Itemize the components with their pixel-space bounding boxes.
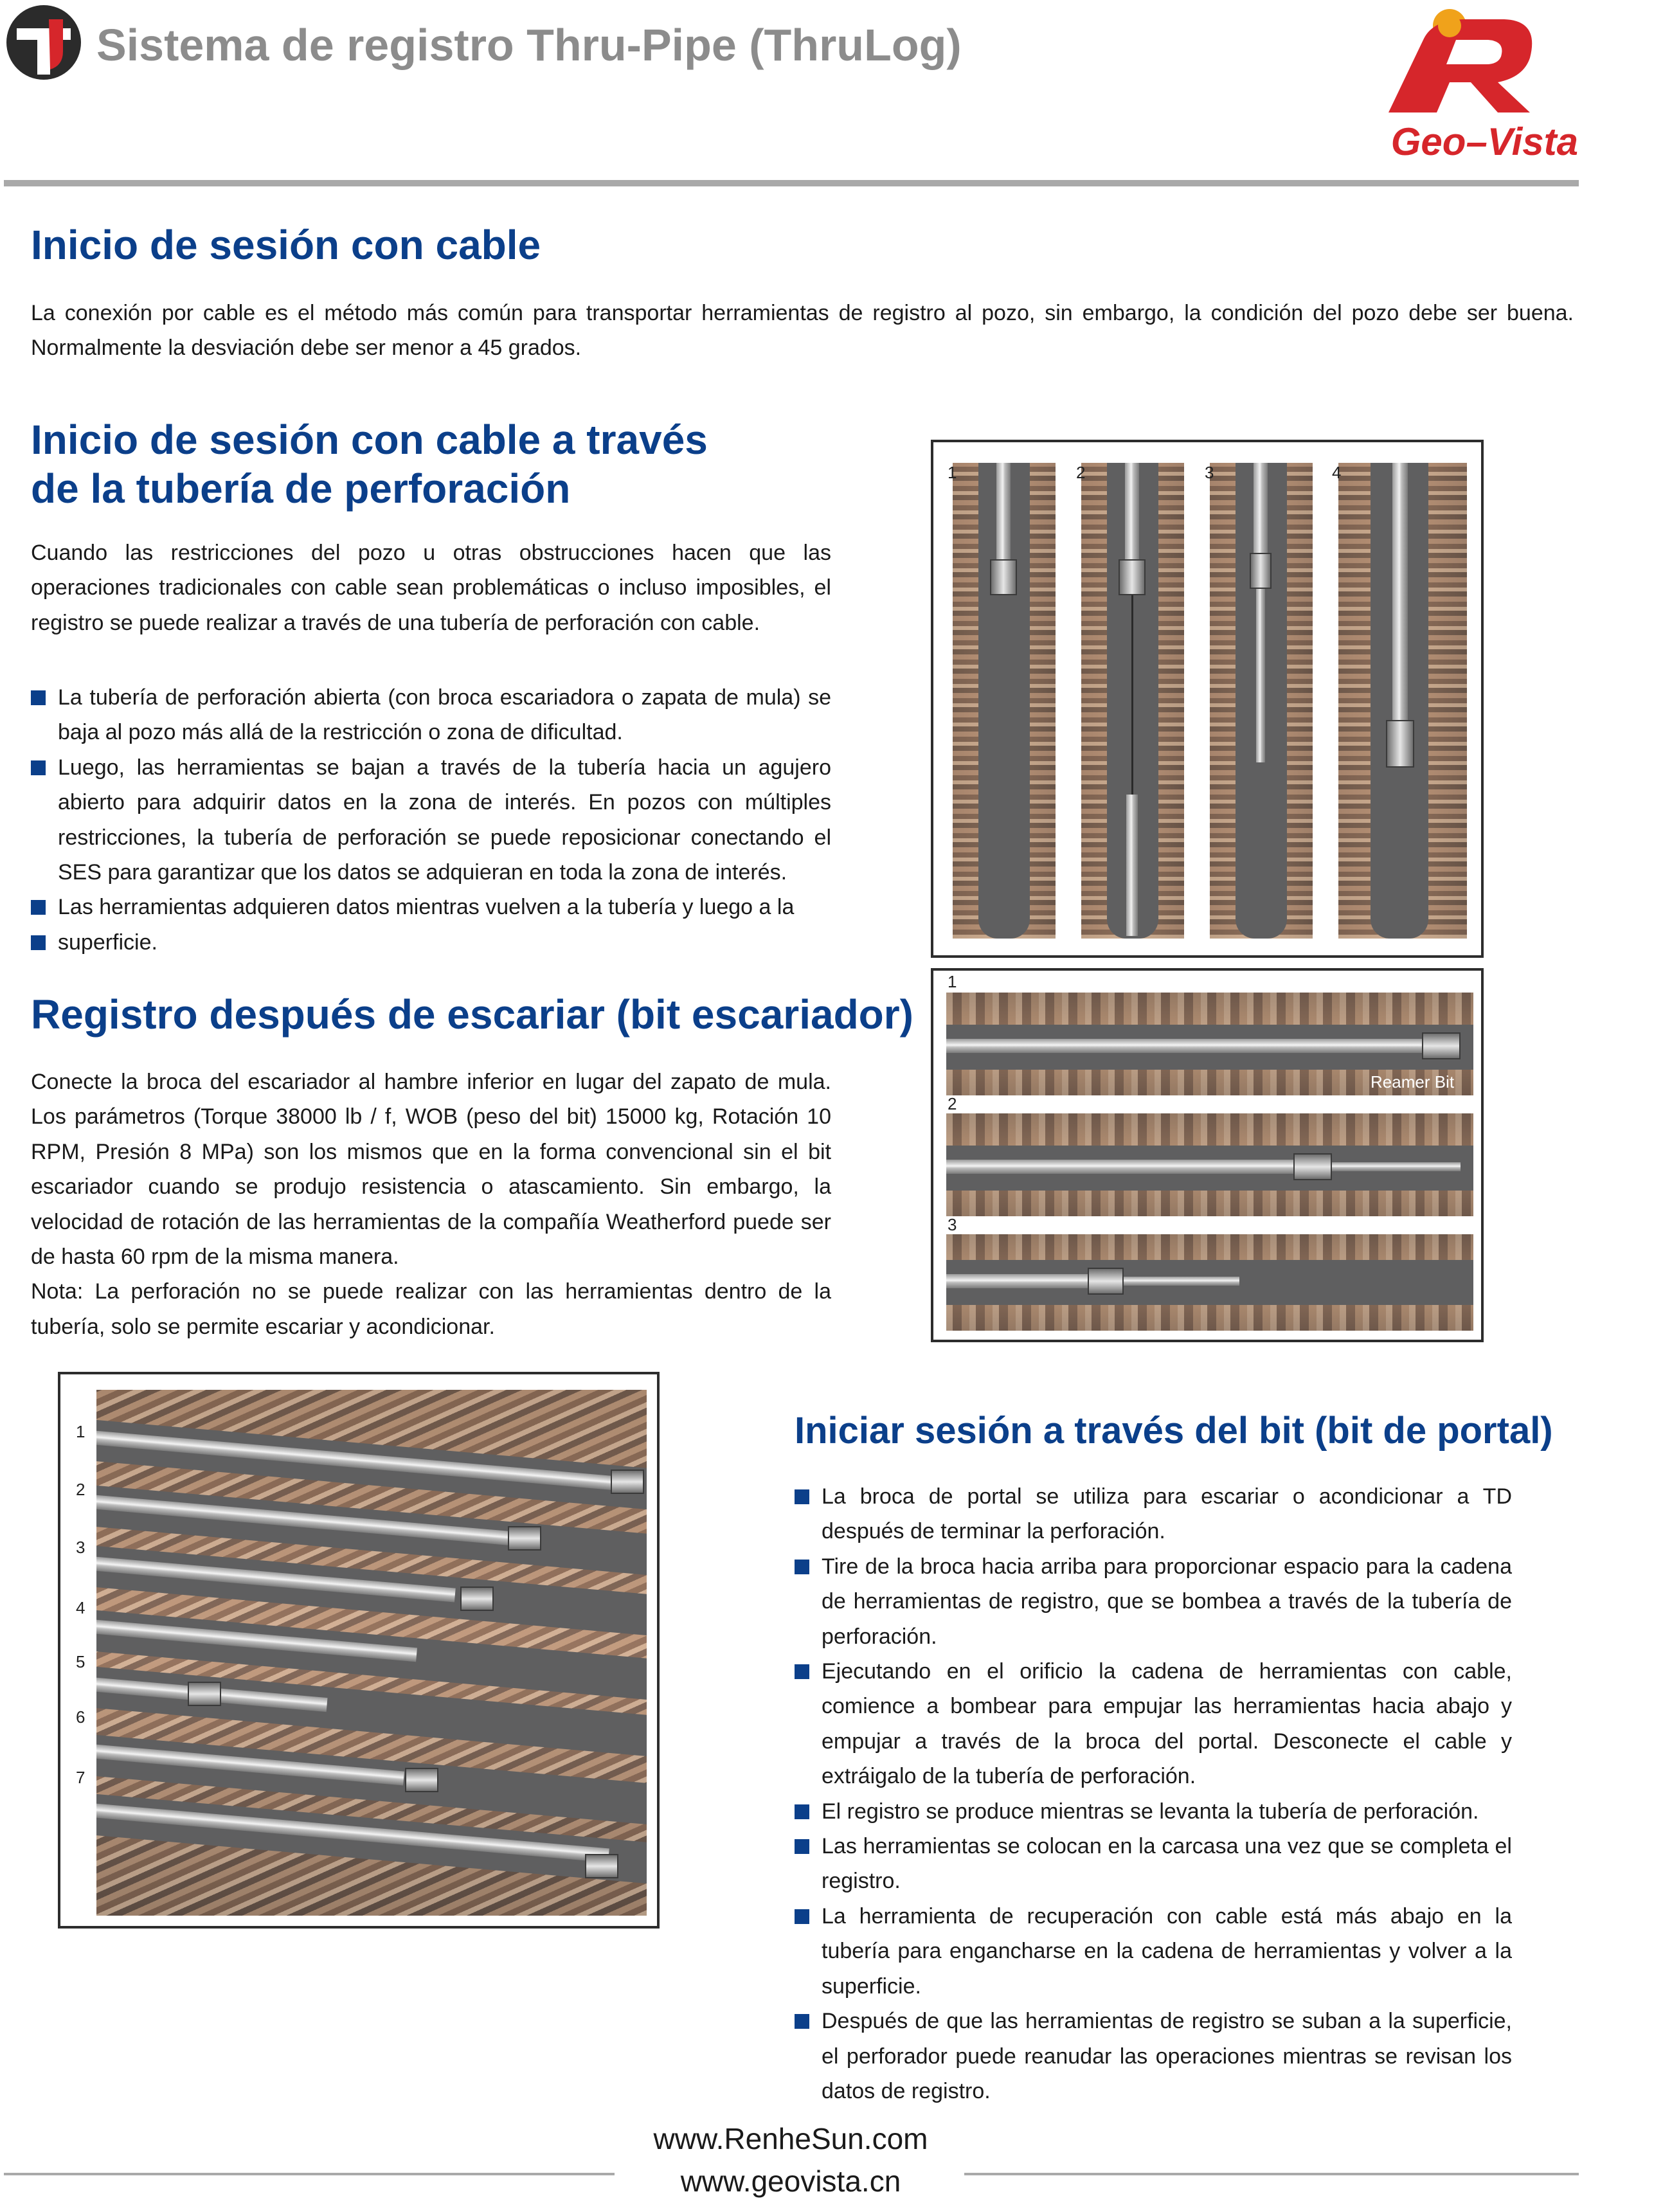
reamer-bit-icon <box>990 559 1017 595</box>
portal-label-6: 6 <box>76 1707 85 1727</box>
portal-bit-icon <box>405 1768 438 1792</box>
section1-text: La conexión por cable es el método más común para transportar herramientas de registro al pozo, sin embargo, la condición del pozo debe ser buena. Normalmente la desviación debe ser menor a 45 grados. <box>31 301 1574 361</box>
portal-label-3: 3 <box>76 1538 85 1557</box>
logging-tool <box>1256 589 1265 762</box>
well-label-2: 2 <box>1076 463 1086 482</box>
drill-pipe <box>946 1160 1306 1174</box>
header-rule <box>4 180 1579 186</box>
list-item: Ejecutando en el orificio la cadena de herramientas con cable, comience a bombear para empujar las herramientas hacia abajo y empujar a través de la broca del portal. Desconecte el cable y extráigalo de la tubería de perforación. <box>795 1654 1512 1794</box>
reamer-bit-icon <box>1293 1153 1332 1180</box>
well-label-3: 3 <box>1205 463 1214 482</box>
portal-bit-rock <box>96 1390 647 1916</box>
reamer-bit-icon <box>1250 553 1272 589</box>
well-panel-2 <box>1081 463 1184 939</box>
bullet-square-icon <box>31 900 46 915</box>
portal-label-7: 7 <box>76 1768 85 1787</box>
footer-link-geovista[interactable]: www.geovista.cn <box>680 2164 901 2198</box>
bullet-square-icon <box>31 935 46 950</box>
portal-label-5: 5 <box>76 1652 85 1671</box>
drill-pipe <box>1392 463 1408 720</box>
list-item: Tire de la broca hacia arriba para proporcionar espacio para la cadena de herramientas de registro, que se bombea a través de la tubería de perforación. <box>795 1549 1512 1654</box>
portal-label-2: 2 <box>76 1480 85 1499</box>
footer-rule-left <box>4 2173 615 2175</box>
document-title: Sistema de registro Thru-Pipe (ThruLog) <box>96 20 962 70</box>
figure-vertical-wells <box>931 440 1484 958</box>
well-panel-3 <box>1210 463 1313 939</box>
reamer-panel-3 <box>946 1234 1473 1331</box>
bullet-square-icon <box>795 2014 809 2029</box>
list-item: Las herramientas adquieren datos mientras vuelven a la tubería y luego a la <box>31 890 831 924</box>
list-item: La tubería de perforación abierta (con broca escariadora o zapata de mula) se baja al pozo más allá de la restricción o zona de dificultad. <box>31 680 831 750</box>
section1-title: Inicio de sesión con cable <box>31 222 541 268</box>
section4-title: Iniciar sesión a través del bit (bit de portal) <box>795 1410 1553 1452</box>
figure-portal-bit <box>58 1372 660 1929</box>
section2-title-line1: Inicio de sesión con cable a través <box>31 417 708 463</box>
well-panel-4 <box>1338 463 1467 939</box>
portal-bit-icon <box>611 1470 644 1494</box>
reamer-bit-icon <box>1422 1032 1461 1059</box>
bullet-square-icon <box>795 1909 809 1924</box>
reamer-bit-icon <box>1088 1268 1124 1295</box>
section2-bullet-list <box>31 680 831 960</box>
bullet-square-icon <box>795 1839 809 1854</box>
section3-paragraph: Conecte la broca del escariador al hambre inferior en lugar del zapato de mula. Los parámetros (Torque 38000 lb / f, WOB (peso del bit) 15000 kg, Rotación 10 RPM, Presión 8 MPa) son los mismos que en la forma convencional sin el bit escariador cuando se produjo resistencia o atascamiento. Sin embargo, la velocidad de rotación de las herramientas de la compañía Weatherford puede ser de hasta 60 rpm de la misma manera. <box>31 1070 831 1270</box>
bullet-square-icon <box>795 1804 809 1819</box>
figure-horizontal-reamer <box>931 968 1484 1342</box>
section2-intro: Cuando las restricciones del pozo u otras obstrucciones hacen que las operaciones tradicionales con cable sean problemáticas o incluso imposibles, el registro se puede realizar a través de una tubería de perforación con cable. <box>31 541 831 635</box>
portal-bit-icon <box>460 1587 494 1611</box>
reamer-bit-callout: Reamer Bit <box>1371 1072 1455 1092</box>
list-item: Luego, las herramientas se bajan a través de la tubería hacia un agujero abierto para adquirir datos en la zona de interés. En pozos con múltiples restricciones, la tubería de perforación se puede reposicionar conectando el SES para garantizar que los datos se adquieran en toda la zona de interés. <box>31 750 831 890</box>
portal-bit-icon <box>508 1526 541 1551</box>
reamer-bit-icon <box>1119 559 1146 595</box>
reamer-panel-1 <box>946 993 1473 1095</box>
footer-rule-right <box>964 2173 1579 2175</box>
bullet-square-icon <box>795 1560 809 1574</box>
bullet-square-icon <box>795 1489 809 1504</box>
bullet-square-icon <box>31 760 46 775</box>
wireline-cable <box>1131 595 1133 795</box>
well-panel-1 <box>953 463 1056 939</box>
well-label-1: 1 <box>948 463 957 482</box>
drill-pipe <box>946 1039 1435 1053</box>
section3-text <box>31 1065 831 1344</box>
section3-title: Registro después de escariar (bit escariador) <box>31 991 913 1038</box>
drill-pipe <box>996 463 1011 559</box>
portal-bit-icon <box>188 1682 221 1706</box>
reamer-label-1: 1 <box>948 972 957 991</box>
company-logo-icon <box>4 3 84 82</box>
portal-label-1: 1 <box>76 1422 85 1441</box>
drill-pipe <box>1125 463 1139 559</box>
logging-tool <box>1332 1162 1461 1171</box>
section2-title <box>31 415 899 513</box>
list-item: El registro se produce mientras se levanta la tubería de perforación. <box>795 1794 1512 1829</box>
reamer-label-2: 2 <box>948 1094 957 1113</box>
reamer-label-3: 3 <box>948 1215 957 1234</box>
reamer-panel-2 <box>946 1113 1473 1216</box>
list-item: superficie. <box>31 925 831 960</box>
left-logo <box>4 3 84 82</box>
section3-note: Nota: La perforación no se puede realizar con las herramientas dentro de la tubería, solo se permite escariar y acondicionar. <box>31 1279 831 1339</box>
geovista-wordmark: Geo–Vista <box>1390 120 1578 163</box>
portal-label-4: 4 <box>76 1598 85 1617</box>
portal-bit-icon <box>585 1854 618 1878</box>
logging-tool <box>1126 795 1138 936</box>
drill-pipe <box>946 1274 1101 1288</box>
footer-link-renhesun[interactable]: www.RenheSun.com <box>653 2122 928 2155</box>
list-item: La herramienta de recuperación con cable está más abajo en la tubería para engancharse en la cadena de herramientas y volver a la superficie. <box>795 1899 1512 2004</box>
bullet-square-icon <box>795 1664 809 1679</box>
bullet-square-icon <box>31 690 46 705</box>
list-item: La broca de portal se utiliza para escariar o acondicionar a TD después de terminar la perforación. <box>795 1479 1512 1549</box>
section2-title-line2: de la tubería de perforación <box>31 465 571 512</box>
reamer-bit-icon <box>1386 720 1414 768</box>
logging-tool <box>1124 1277 1239 1286</box>
well-label-4: 4 <box>1332 463 1342 482</box>
drill-pipe <box>1254 463 1268 553</box>
list-item: Después de que las herramientas de registro se suban a la superficie, el perforador puede reanudar las operaciones mientras se revisan los datos de registro. <box>795 2004 1512 2109</box>
section4-bullet-list <box>795 1479 1512 2109</box>
list-item: Las herramientas se colocan en la carcasa una vez que se completa el registro. <box>795 1829 1512 1899</box>
